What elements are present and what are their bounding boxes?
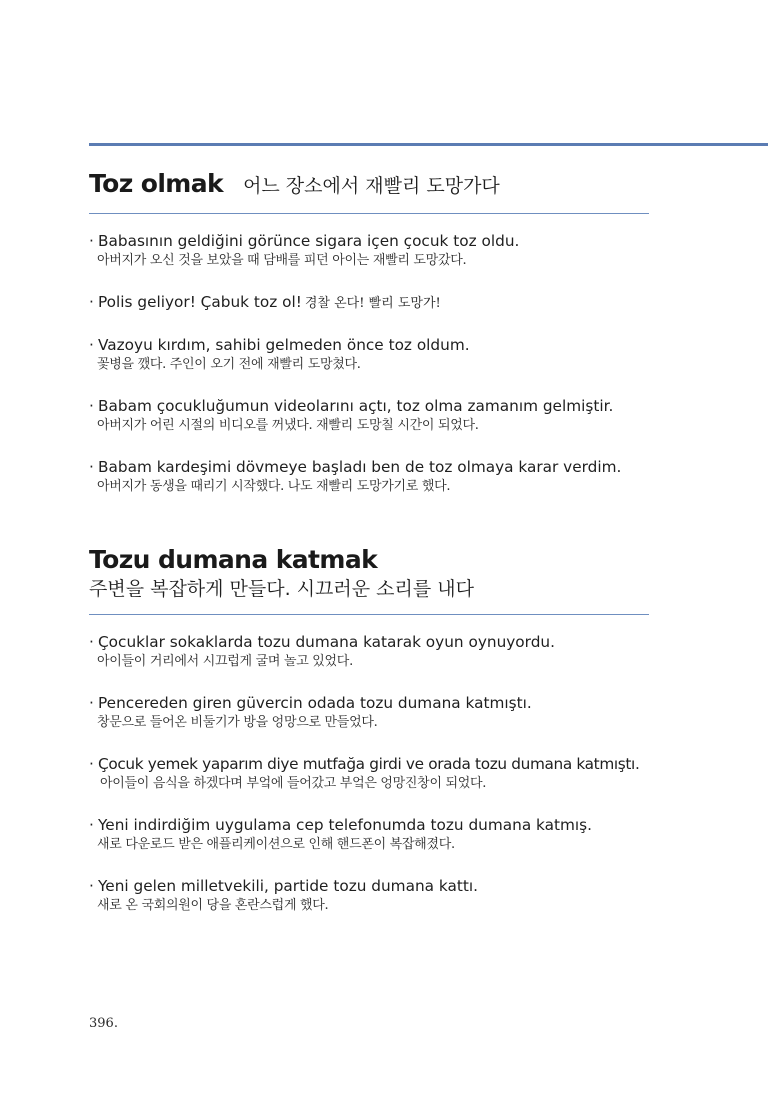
example-turkish: [89, 231, 649, 251]
example-turkish: [89, 396, 649, 416]
bullet: ·: [89, 397, 94, 415]
example-item: [89, 335, 649, 375]
bullet: ·: [89, 232, 94, 250]
section-divider: [89, 213, 649, 214]
turkish-sentence: Çocuk yemek yaparım diye mutfağa girdi ve orada tozu dumana katmıştı.: [98, 755, 640, 773]
bullet: ·: [89, 293, 94, 311]
example-item: [89, 231, 649, 271]
bullet: ·: [89, 336, 94, 354]
example-turkish: [89, 693, 649, 713]
bullet: ·: [89, 458, 94, 476]
page-number: 396.: [89, 1016, 118, 1031]
example-item: [89, 754, 649, 794]
turkish-sentence: Babam kardeşimi dövmeye başladı ben de toz olmaya karar verdim.: [98, 458, 622, 476]
example-korean: 경찰 온다! 빨리 도망가!: [304, 296, 441, 311]
example-turkish: [89, 632, 649, 652]
example-item: [89, 632, 649, 672]
idiom-meaning: 어느 장소에서 재빨리 도망가다: [243, 175, 500, 197]
example-item: [89, 693, 649, 733]
example-korean: 아이들이 음식을 하겠다며 부엌에 들어갔고 부엌은 엉망진창이 되었다.: [100, 776, 487, 791]
bullet: ·: [89, 755, 94, 773]
idiom-section-toz-olmak: [89, 168, 649, 497]
section-divider: [89, 614, 649, 615]
example-korean: 창문으로 들어온 비둘기가 방을 엉망으로 만들었다.: [97, 715, 378, 730]
example-korean: 아버지가 동생을 때리기 시작했다. 나도 재빨리 도망가기로 했다.: [97, 479, 451, 494]
turkish-sentence: Pencereden giren güvercin odada tozu dumana katmıştı.: [98, 694, 532, 712]
turkish-sentence: Babam çocukluğumun videolarını açtı, toz olma zamanım gelmiştir.: [98, 397, 614, 415]
turkish-sentence: Vazoyu kırdım, sahibi gelmeden önce toz oldum.: [98, 336, 470, 354]
example-turkish: [89, 876, 649, 896]
example-korean: 아버지가 어린 시절의 비디오를 꺼냈다. 재빨리 도망칠 시간이 되었다.: [97, 418, 479, 433]
bullet: ·: [89, 694, 94, 712]
turkish-sentence: Yeni gelen milletvekili, partide tozu dumana kattı.: [98, 877, 478, 895]
example-turkish: [89, 457, 649, 477]
example-item: [89, 457, 649, 497]
example-korean: 아버지가 오신 것을 보았을 때 담배를 피던 아이는 재빨리 도망갔다.: [97, 253, 467, 268]
turkish-sentence: Polis geliyor! Çabuk toz ol!: [98, 293, 302, 311]
example-korean: 새로 다운로드 받은 애플리케이션으로 인해 핸드폰이 복잡해졌다.: [97, 837, 455, 852]
example-korean: 꽃병을 깼다. 주인이 오기 전에 재빨리 도망쳤다.: [97, 357, 361, 372]
idiom-title: Tozu dumana katmak: [89, 545, 378, 574]
bullet: ·: [89, 633, 94, 651]
example-item: [89, 876, 649, 916]
example-korean: 아이들이 거리에서 시끄럽게 굴며 놀고 있었다.: [97, 654, 353, 669]
turkish-sentence: Babasının geldiğini görünce sigara içen çocuk toz oldu.: [98, 232, 520, 250]
example-item: [89, 292, 649, 314]
example-item: [89, 815, 649, 855]
example-turkish: [89, 815, 649, 835]
example-turkish: [89, 292, 649, 314]
example-turkish: [89, 754, 649, 774]
bullet: ·: [89, 816, 94, 834]
idiom-section-tozu-dumana-katmak: [89, 544, 649, 916]
turkish-sentence: Çocuklar sokaklarda tozu dumana katarak oyun oynuyordu.: [98, 633, 555, 651]
top-rule: [89, 143, 768, 146]
example-list: [89, 231, 649, 497]
idiom-heading: [89, 168, 649, 202]
example-turkish: [89, 335, 649, 355]
idiom-title: Toz olmak: [89, 169, 224, 198]
bullet: ·: [89, 877, 94, 895]
example-korean: 새로 온 국회의원이 당을 혼란스럽게 했다.: [97, 898, 329, 913]
turkish-sentence: Yeni indirdiğim uygulama cep telefonumda tozu dumana katmış.: [98, 816, 592, 834]
example-list: [89, 632, 649, 916]
example-item: [89, 396, 649, 436]
idiom-meaning: 주변을 복잡하게 만들다. 시끄러운 소리를 내다: [89, 578, 474, 600]
